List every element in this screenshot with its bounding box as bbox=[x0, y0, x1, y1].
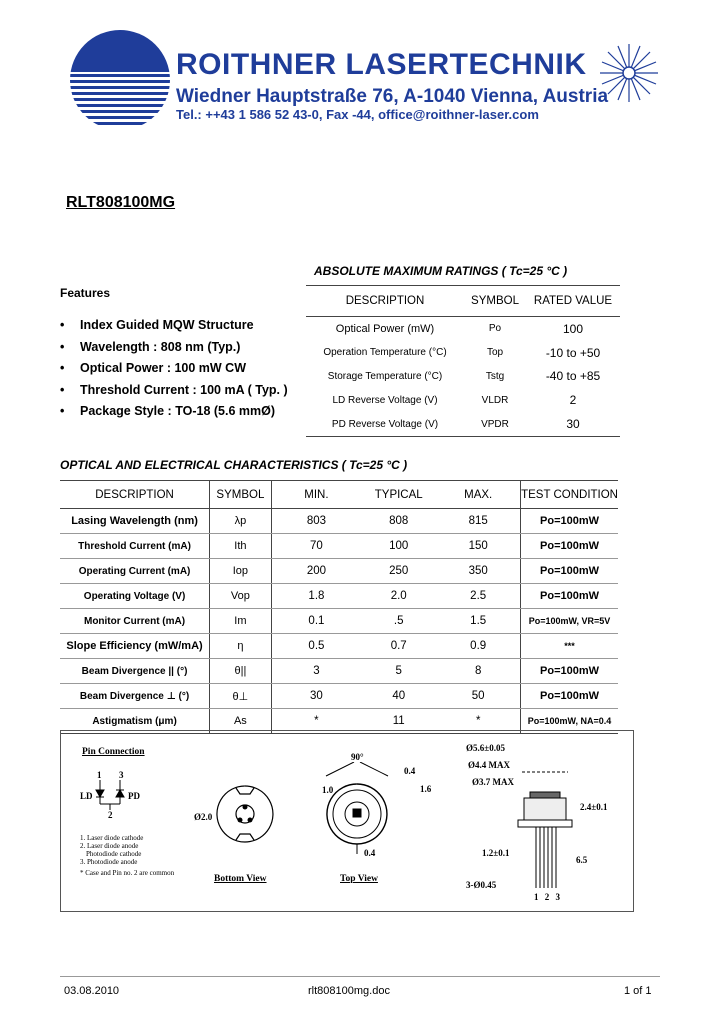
cell-max: 815 bbox=[436, 509, 520, 534]
dim-d04a: 0.4 bbox=[404, 766, 416, 776]
cell-typical: 40 bbox=[361, 684, 436, 709]
cell-value: -40 to +85 bbox=[545, 369, 601, 384]
ld-label: LD bbox=[80, 791, 93, 801]
pin-note: 3. Photodiode anode bbox=[80, 858, 138, 866]
cell-min: * bbox=[271, 709, 361, 734]
table-row bbox=[60, 534, 618, 559]
cell-symbol: η bbox=[210, 634, 272, 659]
pin-connection-title: Pin Connection bbox=[82, 747, 145, 757]
company-name: ROITHNER LASERTECHNIK bbox=[176, 48, 587, 81]
table-row bbox=[60, 659, 618, 684]
cell-max: 150 bbox=[436, 534, 520, 559]
cell-max: 50 bbox=[436, 684, 520, 709]
cell-typical: 250 bbox=[361, 559, 436, 584]
table-row bbox=[60, 634, 618, 659]
pd-label: PD bbox=[128, 791, 140, 801]
cell-symbol: As bbox=[210, 709, 272, 734]
cell-symbol: Ith bbox=[210, 534, 272, 559]
company-address: Wiedner Hauptstraße 76, A-1040 Vienna, Austria bbox=[176, 86, 609, 107]
dim-angle: 90° bbox=[351, 752, 364, 762]
table-row bbox=[60, 609, 618, 634]
absolute-ratings-title: ABSOLUTE MAXIMUM RATINGS ( Tc=25 °C ) bbox=[314, 264, 568, 278]
cell-description: Storage Temperature (°C) bbox=[327, 370, 443, 382]
optical-electrical-title: OPTICAL AND ELECTRICAL CHARACTERISTICS ( Tc=25 °C ) bbox=[60, 458, 408, 472]
cell-max: 0.9 bbox=[436, 634, 520, 659]
cell-description: Monitor Current (mA) bbox=[60, 609, 210, 634]
feature-item: • Threshold Current : 100 mA ( Typ. ) bbox=[60, 383, 288, 405]
feature-item: • Index Guided MQW Structure bbox=[60, 318, 288, 340]
cell-description: Astigmatism (μm) bbox=[60, 709, 210, 734]
laser-star-icon bbox=[598, 42, 660, 104]
column-header: TYPICAL bbox=[361, 481, 436, 509]
cell-description: Lasing Wavelength (nm) bbox=[60, 509, 210, 534]
cell-condition: Po=100mW bbox=[521, 534, 618, 559]
cell-condition: Po=100mW, NA=0.4 bbox=[521, 709, 618, 734]
cell-description: Operating Current (mA) bbox=[60, 559, 210, 584]
table-row bbox=[60, 559, 618, 584]
cell-symbol: λp bbox=[210, 509, 272, 534]
dim-d56: Ø5.6±0.05 bbox=[466, 743, 505, 753]
company-logo-globe bbox=[68, 26, 172, 134]
column-header: SYMBOL bbox=[464, 286, 526, 317]
cell-symbol: VLDR bbox=[481, 394, 509, 406]
cell-description: Threshold Current (mA) bbox=[60, 534, 210, 559]
bottom-view-diagram bbox=[210, 782, 280, 846]
cell-value: -10 to +50 bbox=[545, 345, 601, 360]
column-header: RATED VALUE bbox=[526, 286, 620, 317]
company-contact: Tel.: ++43 1 586 52 43-0, Fax -44, office@roithner-laser.com bbox=[176, 107, 539, 122]
features-heading: Features bbox=[60, 286, 111, 300]
bottom-view-label: Bottom View bbox=[214, 874, 267, 884]
table-row bbox=[306, 365, 620, 389]
footer-page: 1 of 1 bbox=[624, 985, 652, 997]
cell-condition: Po=100mW bbox=[521, 684, 618, 709]
cell-max: 8 bbox=[436, 659, 520, 684]
cell-condition: Po=100mW bbox=[521, 659, 618, 684]
cell-typical: 0.7 bbox=[361, 634, 436, 659]
cell-symbol: θ|| bbox=[210, 659, 272, 684]
cell-description: Operation Temperature (°C) bbox=[323, 347, 447, 359]
table-row bbox=[60, 509, 618, 534]
table-row bbox=[306, 317, 620, 341]
cell-condition: Po=100mW bbox=[521, 584, 618, 609]
pin-schematic-diagram bbox=[92, 780, 132, 814]
lead-numbers: 1 2 3 bbox=[534, 892, 562, 902]
cell-description: Optical Power (mW) bbox=[335, 322, 435, 335]
cell-value: 100 bbox=[562, 321, 584, 336]
pin-number-1: 1 bbox=[97, 770, 102, 780]
cell-typical: 100 bbox=[361, 534, 436, 559]
cell-typical: 2.0 bbox=[361, 584, 436, 609]
cell-symbol: Tstg bbox=[485, 370, 505, 382]
feature-item: • Wavelength : 808 nm (Typ.) bbox=[60, 340, 288, 362]
features-list bbox=[60, 318, 288, 426]
table-row bbox=[306, 341, 620, 365]
cell-max: 350 bbox=[436, 559, 520, 584]
pin-note: 2. Laser diode anode bbox=[80, 842, 139, 850]
page-title: RLT808100MG bbox=[66, 194, 176, 211]
dim-d04b: 0.4 bbox=[364, 848, 376, 858]
cell-description: LD Reverse Voltage (V) bbox=[332, 394, 438, 406]
footer-filename: rlt808100mg.doc bbox=[308, 985, 390, 997]
dim-leads: 3-Ø0.45 bbox=[466, 880, 497, 890]
cell-min: 3 bbox=[271, 659, 361, 684]
side-view-diagram bbox=[510, 770, 580, 892]
pin-number-2: 2 bbox=[108, 810, 113, 820]
cell-symbol: VPDR bbox=[464, 412, 526, 436]
optical-electrical-table bbox=[60, 480, 618, 734]
dim-d65: 6.5 bbox=[576, 855, 588, 865]
cell-max: 2.5 bbox=[436, 584, 520, 609]
cell-description: Operating Voltage (V) bbox=[60, 584, 210, 609]
table-row bbox=[60, 684, 618, 709]
pin-note: 1. Laser diode cathode bbox=[80, 834, 144, 842]
feature-item: • Optical Power : 100 mW CW bbox=[60, 361, 288, 383]
column-header: MIN. bbox=[271, 481, 361, 509]
dim-d37: Ø3.7 MAX bbox=[472, 777, 514, 787]
cell-typical: 11 bbox=[361, 709, 436, 734]
cell-description: Slope Efficiency (mW/mA) bbox=[60, 634, 210, 659]
cell-symbol: Im bbox=[210, 609, 272, 634]
top-view-label: Top View bbox=[340, 874, 378, 884]
cell-min: 0.5 bbox=[271, 634, 361, 659]
dim-d16: 1.6 bbox=[420, 784, 432, 794]
top-view-diagram bbox=[316, 762, 398, 858]
cell-typical: 5 bbox=[361, 659, 436, 684]
cell-min: 200 bbox=[271, 559, 361, 584]
cell-condition: Po=100mW, VR=5V bbox=[521, 609, 618, 634]
dim-d10: 1.0 bbox=[322, 785, 334, 795]
cell-symbol: θ⊥ bbox=[210, 684, 272, 709]
dim-d20: Ø2.0 bbox=[194, 812, 213, 822]
cell-value: 30 bbox=[526, 412, 620, 436]
cell-condition: Po=100mW bbox=[521, 509, 618, 534]
column-header: DESCRIPTION bbox=[306, 286, 464, 317]
cell-max: * bbox=[436, 709, 520, 734]
cell-description: Beam Divergence || (°) bbox=[60, 659, 210, 684]
table-row bbox=[306, 388, 620, 412]
cell-symbol: Po bbox=[488, 323, 502, 335]
cell-description: PD Reverse Voltage (V) bbox=[306, 412, 464, 436]
cell-min: 30 bbox=[271, 684, 361, 709]
column-header: SYMBOL bbox=[210, 481, 272, 509]
footer-date: 03.08.2010 bbox=[64, 985, 120, 997]
dim-d24: 2.4±0.1 bbox=[580, 802, 608, 812]
column-header: MAX. bbox=[436, 481, 520, 509]
case-note: * Case and Pin no. 2 are common bbox=[80, 869, 175, 877]
cell-min: 1.8 bbox=[271, 584, 361, 609]
cell-description: Beam Divergence ⊥ (°) bbox=[60, 684, 210, 709]
dim-d44: Ø4.4 MAX bbox=[468, 760, 510, 770]
column-header: DESCRIPTION bbox=[60, 481, 210, 509]
cell-condition: *** bbox=[521, 634, 618, 659]
footer-divider bbox=[60, 976, 660, 977]
cell-condition: Po=100mW bbox=[521, 559, 618, 584]
table-row bbox=[60, 584, 618, 609]
cell-max: 1.5 bbox=[436, 609, 520, 634]
pin-note: Photodiode cathode bbox=[86, 850, 142, 858]
cell-typical: .5 bbox=[361, 609, 436, 634]
absolute-ratings-table bbox=[306, 285, 620, 437]
table-row bbox=[306, 412, 620, 436]
cell-symbol: Iop bbox=[210, 559, 272, 584]
cell-min: 70 bbox=[271, 534, 361, 559]
pin-number-3: 3 bbox=[119, 770, 124, 780]
cell-min: 803 bbox=[271, 509, 361, 534]
feature-item: • Package Style : TO-18 (5.6 mmØ) bbox=[60, 404, 288, 426]
dim-d12: 1.2±0.1 bbox=[482, 848, 510, 858]
column-header: TEST CONDITION bbox=[521, 481, 618, 509]
cell-symbol: Vop bbox=[210, 584, 272, 609]
cell-typical: 808 bbox=[361, 509, 436, 534]
cell-min: 0.1 bbox=[271, 609, 361, 634]
cell-value: 2 bbox=[569, 393, 577, 408]
cell-symbol: Top bbox=[486, 347, 504, 359]
